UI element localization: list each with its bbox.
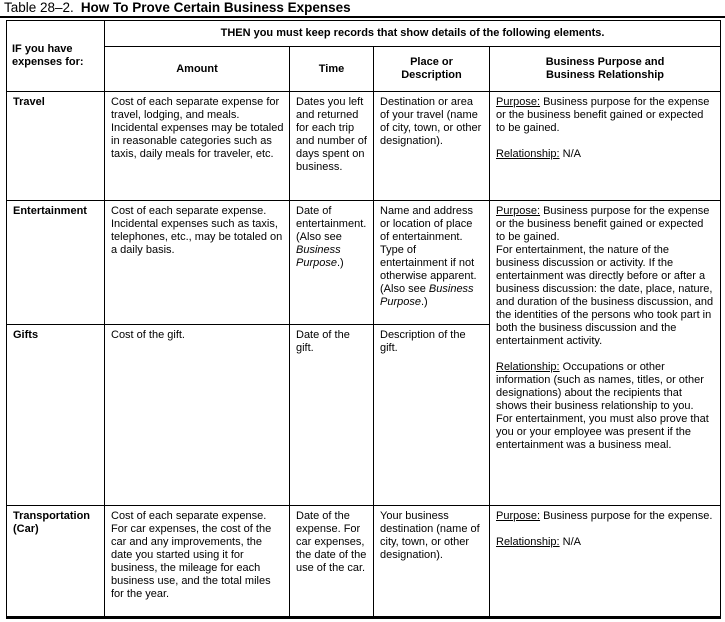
- purpose-text: Business purpose for the expense or the business benefit gained or expected to be gained.: [496, 205, 710, 243]
- entertainment-relationship-paragraph: [496, 361, 715, 413]
- relationship-label: Relationship:: [496, 361, 560, 373]
- column-header-place: Place or Description: [374, 47, 490, 92]
- transportation-relationship-paragraph: [496, 536, 715, 549]
- relationship-label: Relationship:: [496, 536, 560, 548]
- transportation-place-cell: Your business destination (name of city, town, or other designation).: [374, 506, 490, 618]
- column-header-purpose: Business Purpose and Business Relationship: [490, 47, 721, 92]
- transportation-label-cell: Transportation (Car): [7, 506, 105, 618]
- relationship-text: N/A: [562, 148, 581, 160]
- table-title-text: How To Prove Certain Business Expenses: [80, 0, 351, 15]
- travel-place-cell: Destination or area of your travel (name of city, town, or other designation).: [374, 92, 490, 201]
- entertainment-amount-cell: Cost of each separate expense. Incidental expenses such as taxis, telephones, etc., may be totaled on a daily basis.: [105, 201, 290, 325]
- entertainment-relationship-paragraph-2: For entertainment, you must also prove that you or your employee was present if the entertainment was a business meal.: [496, 413, 709, 451]
- place-text: Name and address or location of place of entertainment. Type of entertainment if not otherwise apparent. (Also see: [380, 205, 477, 295]
- entertainment-purpose-paragraph: [496, 205, 715, 244]
- table-row-entertainment: [7, 201, 721, 325]
- gifts-amount-cell: Cost of the gift.: [105, 325, 290, 506]
- then-banner-cell: THEN you must keep records that show details of the following elements.: [105, 21, 721, 47]
- time-italic-text: Business Purpose: [296, 244, 341, 269]
- travel-relationship-paragraph: [496, 148, 715, 161]
- column-header-time: Time: [290, 47, 374, 92]
- entertainment-time-cell: [290, 201, 374, 325]
- purpose-text: Business purpose for the expense.: [543, 510, 713, 522]
- travel-time-cell: Dates you left and returned for each trip and number of days spent on business.: [290, 92, 374, 201]
- transportation-purpose-paragraph: [496, 510, 715, 523]
- relationship-label: Relationship:: [496, 148, 560, 160]
- table-number: Table 28–2.: [4, 0, 74, 15]
- corner-header-cell: IF you have expenses for:: [7, 21, 105, 92]
- relationship-text: N/A: [562, 536, 581, 548]
- gifts-place-cell: Description of the gift.: [374, 325, 490, 506]
- transportation-amount-cell: Cost of each separate expense. For car expenses, the cost of the car and any improvements, the date you started using it for business, the mileage for each business use, and the total miles for the year.: [105, 506, 290, 618]
- time-text-end: .): [336, 257, 344, 269]
- travel-label-cell: Travel: [7, 92, 105, 201]
- entertainment-purpose-paragraph-2: For entertainment, the nature of the business discussion or activity. If the entertainment was directly before or after a business discussion: the date, place, nature, and duration of the business discussion, and the identities of the persons who took part in both the business discussion and the entertainment activity.: [496, 244, 714, 347]
- paragraph-gap: [496, 135, 715, 148]
- table-row-travel: [7, 92, 721, 201]
- transportation-time-cell: Date of the expense. For car expenses, the date of the use of the car.: [290, 506, 374, 618]
- paragraph-gap: [496, 523, 715, 536]
- table-row-transportation: [7, 506, 721, 618]
- place-italic-text: Business Purpose: [380, 283, 474, 308]
- purpose-label: Purpose:: [496, 510, 541, 522]
- table-title: [4, 0, 351, 15]
- relationship-text: Occupations or other information (such as names, titles, or other designations) about the recipients that shows their business relationship to you.: [496, 361, 704, 412]
- travel-purpose-paragraph: [496, 96, 715, 135]
- purpose-label: Purpose:: [496, 96, 541, 108]
- paragraph-gap: [496, 348, 715, 361]
- time-text: Date of entertainment. (Also see: [296, 205, 367, 243]
- purpose-label: Purpose:: [496, 205, 541, 217]
- gifts-time-cell: Date of the gift.: [290, 325, 374, 506]
- travel-amount-cell: Cost of each separate expense for travel, lodging, and meals. Incidental expenses may be totaled in reasonable categories such as taxis, daily meals for traveler, etc.: [105, 92, 290, 201]
- column-header-amount: Amount: [105, 47, 290, 92]
- business-expenses-table: [6, 20, 721, 619]
- entertainment-place-cell: [374, 201, 490, 325]
- place-text-end: .): [420, 296, 428, 308]
- header-row-then: [7, 21, 721, 47]
- transportation-purpose-cell: [490, 506, 721, 618]
- gifts-label-cell: Gifts: [7, 325, 105, 506]
- title-rule: [0, 16, 725, 18]
- travel-purpose-cell: [490, 92, 721, 201]
- header-row-columns: [7, 47, 721, 92]
- purpose-text: Business purpose for the expense or the business benefit gained or expected to be gained.: [496, 96, 710, 134]
- entertainment-label-cell: Entertainment: [7, 201, 105, 325]
- entertainment-gifts-purpose-cell: [490, 201, 721, 506]
